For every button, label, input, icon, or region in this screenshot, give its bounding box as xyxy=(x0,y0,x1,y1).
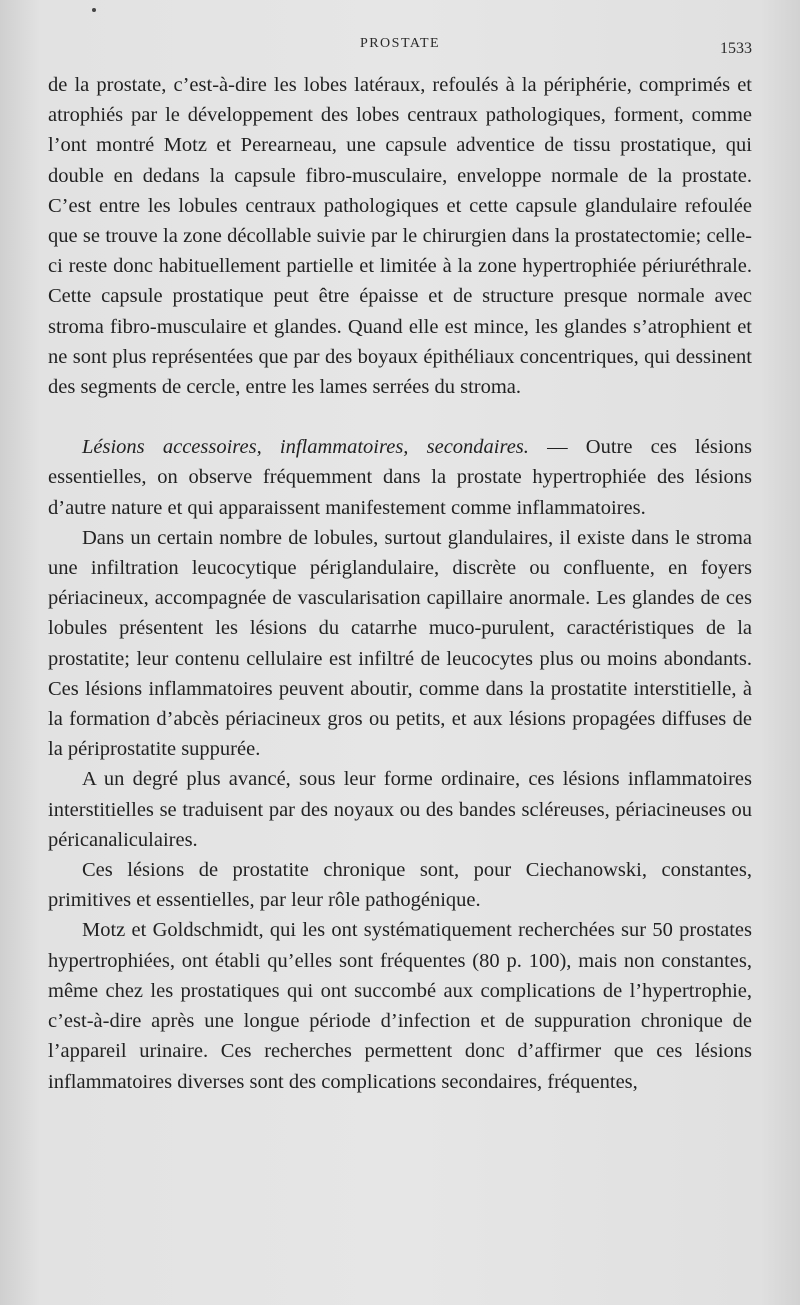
ink-speck xyxy=(92,8,96,12)
paragraph-infiltration: Dans un certain nombre de lobules, surtout glandulaires, il existe dans le stroma une infiltration leucocytique périglandulaire, discrète ou confluente, en foyers périacineux, accompagnée de vascularisation capillaire anormale. Les glandes de ces lobules présentent les lésions du catarrhe muco-purulent, caractéristiques de la prostatite; leur contenu cellulaire est infiltré de leucocytes plus ou moins abondants. Ces lésions inflammatoires peuvent aboutir, comme dans la prostatite interstitielle, à la formation d’abcès périacineux gros ou petits, et aux lésions propagées diffuses de la périprostatite suppurée. xyxy=(48,526,752,761)
paragraph-motz-goldschmidt: Motz et Goldschmidt, qui les ont systématiquement recherchées sur 50 prostates hypertrophiées, ont établi qu’elles sont fréquentes (80 p. 100), mais non constantes, même chez les prostatiques qui ont succombé aux complications de l’hypertrophie, c’est-à-dire après une longue période d’infection et de suppuration chronique de l’appareil urinaire. Ces recherches permettent donc d’affirmer que ces lésions inflammatoires diverses sont des complications secondaires, fréquentes, xyxy=(48,919,752,1093)
section-heading: Lésions accessoires, inflammatoires, secondaires. xyxy=(82,436,529,459)
section-heading-continuation: — Outre ces lésions essentielles, on observe fréquemment dans la prostate hypertrophiée des lésions d’autre nature et qui apparaissent manifestement comme inflammatoires. xyxy=(48,436,752,519)
page-number: 1533 xyxy=(720,40,752,57)
paragraph-capsule: de la prostate, c’est-à-dire les lobes latéraux, refoulés à la périphérie, comprimés et atrophiés par le développement des lobes centraux pathologiques, forment, comme l’ont montré Motz et Perearneau, une capsule adventice de tissu prostatique, qui double en dedans la capsule fibro-musculaire, enveloppe normale de la prostate. C’est entre les lobules centraux pathologiques et cette capsule glandulaire refoulée que se trouve la zone décollable suivie par le chirurgien dans la prostatectomie; celle-ci reste donc habituellement partielle et limitée à la zone hypertrophiée périuréthrale. Cette capsule prostatique peut être épaisse et de structure presque normale avec stroma fibro-musculaire et glandes. Quand elle est mince, les glandes s’atrophient et ne sont plus représentées que par des boyaux épithéliaux concentriques, qui dessinent des segments de cercle, entre les lames serrées du stroma. xyxy=(48,74,752,399)
body-text xyxy=(48,70,752,1097)
running-header-title: PROSTATE xyxy=(359,36,441,51)
paragraph-lesions-accessoires xyxy=(48,432,752,523)
paragraph-ciechanowski: Ces lésions de prostatite chronique sont, pour Ciechanowski, constantes, primitives et essentielles, par leur rôle pathogénique. xyxy=(48,859,752,912)
paragraph-degre-avance: A un degré plus avancé, sous leur forme ordinaire, ces lésions inflammatoires interstitielles se traduisent par des noyaux ou des bandes scléreuses, périacineuses ou péricanaliculaires. xyxy=(48,768,752,851)
section-gap xyxy=(48,402,752,432)
